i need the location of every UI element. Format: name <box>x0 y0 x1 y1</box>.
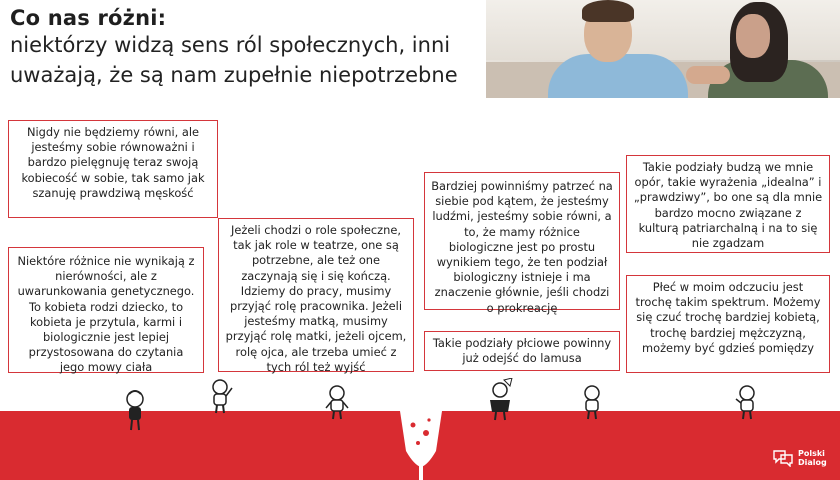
brand-line-1: Polski <box>798 449 825 458</box>
quote-bubble-6 <box>626 155 830 253</box>
quote-text-3: Jeżeli chodzi o role społeczne, tak jak role w teatrze, one są potrzebne, ale też one zaczynają się i się kończą. Idziemy do pracy, musimy przyjąć rolę pracownika. Jeżeli jesteśmy matką, musimy przyjąć rolę matki, jeżeli ojcem, rolę ojca, ale trzeba umieć z tych ról też wyjść <box>225 223 407 374</box>
quote-text-5: Takie podziały płciowe powinny już odejść do lamusa <box>432 336 612 366</box>
quote-text-6: Takie podziały budzą we mnie opór, takie wyrażenia „idealna” i „prawdziwy”, bo one są dla mnie bardzo mocno związane z kulturą patriarchalną i na to się nie zgadzam <box>633 160 823 251</box>
couple-photo <box>486 0 840 98</box>
subtitle-line-1: niektórzy widzą sens ról społecznych, inni <box>10 33 451 57</box>
quote-bubble-3 <box>218 218 414 372</box>
person-icon <box>322 384 352 420</box>
quote-bubble-4 <box>424 172 620 315</box>
quote-text-7: Płeć w moim odczuciu jest trochę takim spektrum. Możemy się czuć trochę bardziej kobietą, trochę bardziej mężczyzną, możemy być gdzieś pomiędzy <box>635 280 821 355</box>
person-icon <box>120 388 150 432</box>
quote-text-4: Bardziej powinniśmy patrzeć na siebie pod kątem, że jesteśmy ludźmi, jesteśmy sobie równi, a to, że mamy różnice biologiczne jest po prostu wynikiem tego, że ten podział biologiczny istnieje i ma znaczenie głównie, jeśli chodzi o prokreację <box>431 179 613 315</box>
title-block <box>10 6 488 90</box>
quote-text-2: Niektóre różnice nie wynikają z nierówności, ale z uwarunkowania genetycznego. To kobieta rodzi dziecko, to kobieta je przytula, karmi i biologicznie jest lepiej przystosowana do czytania jego mowy ciała <box>17 254 195 375</box>
quote-bubble-1 <box>8 120 218 218</box>
polski-dialog-logo <box>772 449 827 467</box>
person-icon <box>732 384 762 420</box>
quote-bubble-7 <box>626 275 830 373</box>
person-icon <box>206 378 236 414</box>
quote-bubble-2 <box>8 247 204 373</box>
person-icon <box>484 378 518 422</box>
quote-text-1: Nigdy nie będziemy równi, ale jesteśmy sobie równoważni i bardzo pielęgnuję teraz swoją kobiecość w sobie, tak samo jak szanuję prawdziwą męskość <box>21 125 205 200</box>
quote-bubble-5 <box>424 331 620 371</box>
brand-line-2: Dialog <box>798 458 827 467</box>
speech-bubbles-icon <box>772 449 794 467</box>
wine-glass-illustration <box>398 411 444 480</box>
page-title: Co nas różni: <box>10 6 167 30</box>
person-icon <box>578 384 606 420</box>
subtitle-line-2: uważają, że są nam zupełnie niepotrzebne <box>10 63 458 87</box>
